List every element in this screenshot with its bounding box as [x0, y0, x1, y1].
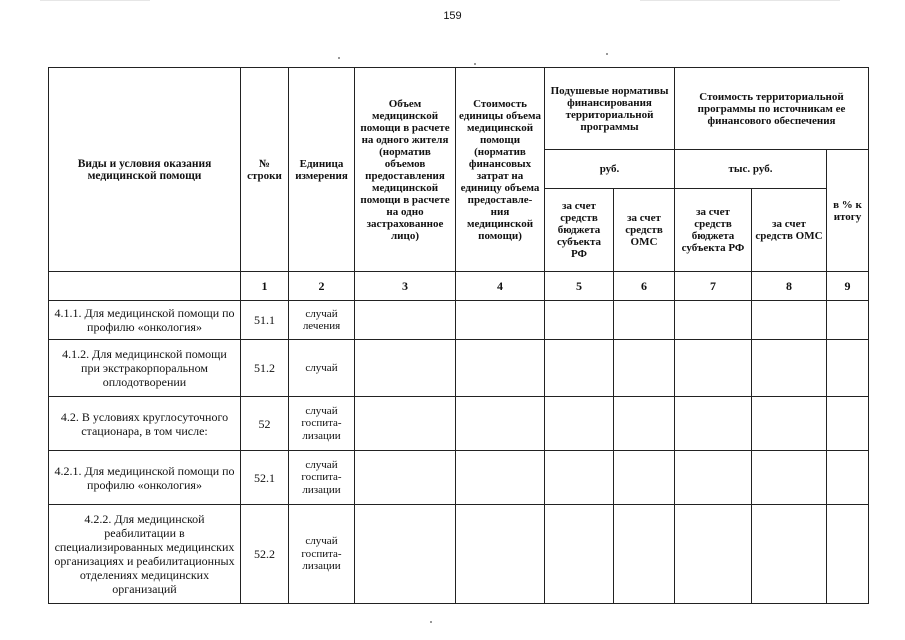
- empty-cell: [752, 340, 827, 397]
- row-name: 4.1.1. Для медицинской помощи по профилю «онкология»: [49, 301, 241, 340]
- table-row: [49, 301, 869, 340]
- empty-cell: [545, 301, 614, 340]
- empty-cell: [675, 340, 752, 397]
- header-program-cost: Стоимость территориальной программы по источникам ее финансового обеспечения: [675, 68, 869, 150]
- table-row: [49, 451, 869, 505]
- scan-speck: [430, 621, 432, 623]
- row-name: 4.2. В условиях круглосуточного стационара, в том числе:: [49, 397, 241, 451]
- empty-cell: [614, 505, 675, 604]
- scan-speck: [338, 57, 340, 59]
- empty-cell: [614, 301, 675, 340]
- row-unit: случай лечения: [289, 301, 355, 340]
- empty-cell: [827, 451, 869, 505]
- financing-table: [48, 67, 869, 604]
- column-number: 5: [545, 272, 614, 301]
- empty-cell: [752, 301, 827, 340]
- table-row: [49, 397, 869, 451]
- empty-cell: [614, 340, 675, 397]
- empty-cell: [355, 451, 456, 505]
- empty-cell: [545, 340, 614, 397]
- empty-cell: [752, 397, 827, 451]
- column-number: 7: [675, 272, 752, 301]
- header-thous-rub: тыс. руб.: [675, 150, 827, 189]
- column-number: 6: [614, 272, 675, 301]
- column-number: 2: [289, 272, 355, 301]
- column-number: 1: [241, 272, 289, 301]
- empty-cell: [355, 397, 456, 451]
- column-number: 3: [355, 272, 456, 301]
- empty-cell: [614, 397, 675, 451]
- page-number: 159: [443, 10, 462, 22]
- header-rub: руб.: [545, 150, 675, 189]
- header-oms-rub: за счет средств ОМС: [614, 189, 675, 272]
- header-per-capita: Подушевые нормативы финансирования территориальной программы: [545, 68, 675, 150]
- scan-speck: [474, 63, 476, 65]
- header-row-number: № строки: [241, 68, 289, 272]
- empty-cell: [752, 505, 827, 604]
- row-name: 4.2.1. Для медицинской помощи по профилю «онкология»: [49, 451, 241, 505]
- empty-cell: [827, 397, 869, 451]
- row-code: 51.1: [241, 301, 289, 340]
- column-number: 8: [752, 272, 827, 301]
- empty-cell: [456, 397, 545, 451]
- row-code: 51.2: [241, 340, 289, 397]
- column-number: 4: [456, 272, 545, 301]
- top-edge-line-right: [640, 0, 840, 1]
- empty-cell: [545, 505, 614, 604]
- row-unit: случай: [289, 340, 355, 397]
- empty-cell: [456, 301, 545, 340]
- row-code: 52.2: [241, 505, 289, 604]
- scan-speck: [606, 53, 608, 55]
- header-budget-rub: за счет средств бюджета субъекта РФ: [545, 189, 614, 272]
- row-name: 4.1.2. Для медицинской помощи при экстракорпоральном оплодотворении: [49, 340, 241, 397]
- empty-cell: [675, 451, 752, 505]
- row-code: 52: [241, 397, 289, 451]
- row-unit: случай госпита-лизации: [289, 505, 355, 604]
- empty-cell: [675, 301, 752, 340]
- empty-cell: [545, 397, 614, 451]
- empty-cell: [675, 397, 752, 451]
- header-volume: Объем медицинской помощи в расчете на одного жителя (норматив объемов предоставления медицинской помощи в расчете на одно застрахованное лицо): [355, 68, 456, 272]
- empty-cell: [456, 340, 545, 397]
- empty-cell: [675, 505, 752, 604]
- header-unit: Единица измерения: [289, 68, 355, 272]
- row-unit: случай госпита-лизации: [289, 451, 355, 505]
- table-row: [49, 505, 869, 604]
- header-budget-thous: за счет средств бюджета субъекта РФ: [675, 189, 752, 272]
- table-row: [49, 340, 869, 397]
- empty-cell: [827, 340, 869, 397]
- top-edge-line-left: [40, 0, 150, 1]
- header-oms-thous: за счет средств ОМС: [752, 189, 827, 272]
- header-name: Виды и условия оказания медицинской помощи: [49, 68, 241, 272]
- column-number: 9: [827, 272, 869, 301]
- empty-cell: [827, 505, 869, 604]
- empty-cell: [456, 451, 545, 505]
- empty-cell: [355, 301, 456, 340]
- empty-cell: [545, 451, 614, 505]
- row-name: 4.2.2. Для медицинской реабилитации в специализированных медицинских организациях и реабилитационных отделениях медицинских организаций: [49, 505, 241, 604]
- empty-cell: [827, 301, 869, 340]
- empty-cell: [614, 451, 675, 505]
- header-percent: в % к итогу: [827, 150, 869, 272]
- column-number-blank: [49, 272, 241, 301]
- header-unit-cost: Стоимость единицы объема медицинской помощи (норматив финансовых затрат на единицу объема предоставле-ния медицинской помощи): [456, 68, 545, 272]
- row-code: 52.1: [241, 451, 289, 505]
- empty-cell: [355, 340, 456, 397]
- empty-cell: [355, 505, 456, 604]
- empty-cell: [456, 505, 545, 604]
- row-unit: случай госпита-лизации: [289, 397, 355, 451]
- empty-cell: [752, 451, 827, 505]
